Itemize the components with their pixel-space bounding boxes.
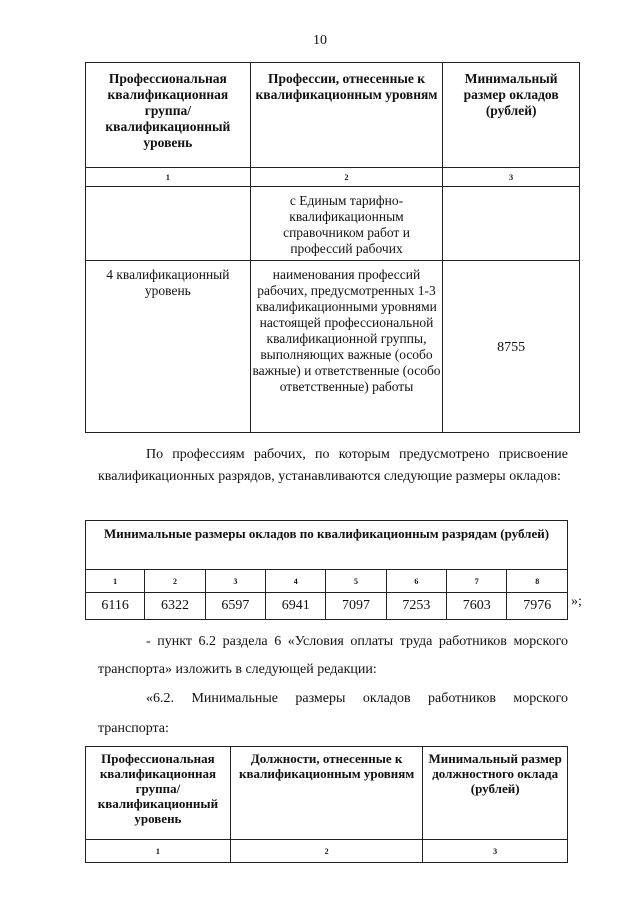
column-number: 2: [250, 168, 443, 187]
table-row: [86, 187, 580, 261]
professions-cell: наименования профессий рабочих, предусмотренных 1-3 квалификационными уровнями настоящей профессиональной квалификационной группы, выполняющих важные (особо важные) и ответственные (особо ответственные) работы: [250, 261, 443, 433]
column-number: 1: [86, 840, 231, 863]
paragraph-grades-intro: По профессиям рабочих, по которым предусмотрено присвоение квалификационных разрядов, устанавливаются следующие размеры окладов:: [98, 447, 568, 484]
grade-salary: 6322: [145, 593, 205, 620]
grade-salary: 6597: [205, 593, 265, 620]
header-professions: Профессии, отнесенные к квалификационным уровням: [250, 63, 443, 168]
header-min-official-salary: Минимальный размер должностного оклада (рублей): [423, 747, 568, 840]
table-header-row: [86, 63, 580, 168]
grade-number: 5: [326, 570, 386, 593]
grade-number-row: [86, 570, 568, 593]
table-row: [86, 261, 580, 433]
grade-salary: 7603: [447, 593, 507, 620]
paragraph-amendment: - пункт 6.2 раздела 6 «Условия оплаты труда работников морского транспорта» изложить в следующей редакции:: [98, 634, 568, 677]
grade-number: 2: [145, 570, 205, 593]
column-number: 3: [423, 840, 568, 863]
header-positions: Должности, отнесенные к квалификационным уровням: [230, 747, 423, 840]
header-qualification-group: Профессиональная квалификационная группа/ квалификационный уровень: [86, 747, 231, 840]
grade-number: 7: [447, 570, 507, 593]
header-qualification-group: Профессиональная квалификационная группа/ квалификационный уровень: [86, 63, 251, 168]
grade-salary-row: [86, 593, 568, 620]
header-min-salary: Минимальный размер окладов (рублей): [443, 63, 580, 168]
grade-salary: 7097: [326, 593, 386, 620]
grades-table-caption: Минимальные размеры окладов по квалификационным разрядам (рублей): [86, 521, 568, 570]
grade-number: 8: [507, 570, 568, 593]
grade-number: 3: [205, 570, 265, 593]
professions-table: [85, 62, 580, 433]
column-number-row: [86, 168, 580, 187]
column-number: 1: [86, 168, 251, 187]
salary-cell: 8755: [443, 261, 580, 433]
professions-cell: с Единым тарифно-квалификационным справочником работ и профессий рабочих: [250, 187, 443, 261]
grade-number: 6: [386, 570, 446, 593]
grades-table: [85, 520, 568, 620]
column-number: 2: [230, 840, 423, 863]
table-header-row: [86, 747, 568, 840]
grade-salary: 6941: [266, 593, 326, 620]
grade-number: 1: [86, 570, 145, 593]
grade-salary: 7976: [507, 593, 568, 620]
grade-salary: 6116: [86, 593, 145, 620]
column-number-row: [86, 840, 568, 863]
closing-quote: »;: [571, 594, 582, 609]
qualification-level-cell: 4 квалификационный уровень: [86, 261, 251, 433]
paragraph-marine-salaries: «6.2. Минимальные размеры окладов работников морского транспорта:: [98, 691, 568, 736]
page-number: 10: [313, 33, 327, 48]
column-number: 3: [443, 168, 580, 187]
grade-salary: 7253: [386, 593, 446, 620]
qualification-level-cell: [86, 187, 251, 261]
marine-positions-table: [85, 746, 568, 863]
salary-cell: [443, 187, 580, 261]
grade-number: 4: [266, 570, 326, 593]
